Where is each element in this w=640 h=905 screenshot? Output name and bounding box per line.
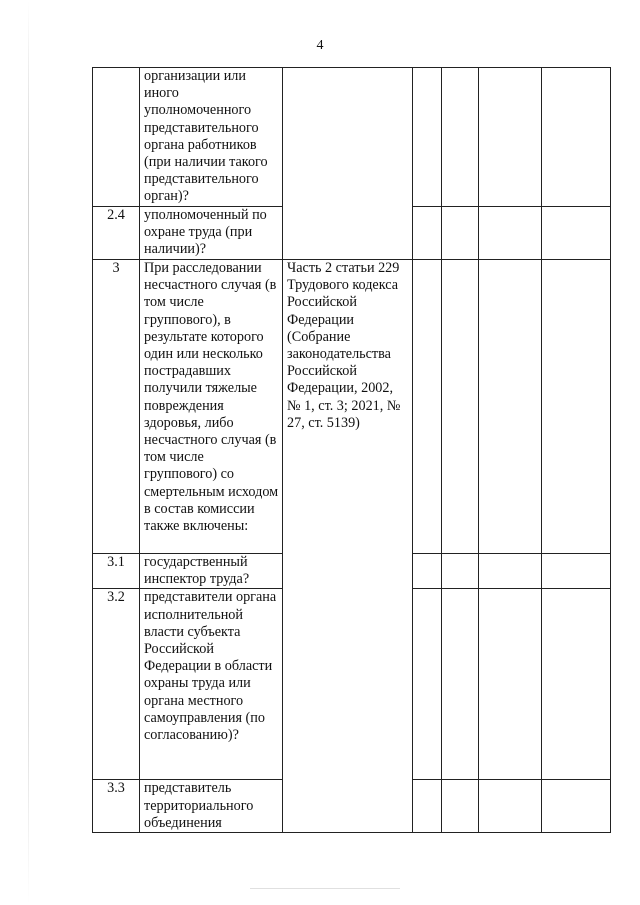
answer-na-cell: [542, 780, 611, 833]
row-number: 3.1: [93, 554, 140, 589]
answer-yes-cell: [413, 207, 442, 260]
answer-no-cell: [442, 589, 479, 780]
answer-no-cell: [442, 207, 479, 260]
answer-no-cell: [479, 780, 542, 833]
row-number: 3: [93, 260, 140, 554]
note-cell: [542, 68, 611, 207]
note-cell: [542, 207, 611, 260]
page-number: 4: [316, 38, 324, 53]
scan-edge-left: [28, 0, 29, 905]
note-cell: [542, 260, 611, 554]
answer-yes-cell: [413, 68, 442, 207]
answer-yes-cell: [413, 589, 442, 780]
question-cell: уполномоченный по охране труда (при наличии)?: [140, 207, 283, 260]
question-cell: представители органа исполнительной власти субъекта Российской Федерации в области охраны труда или органа местного самоуправления (по согласованию)?: [140, 589, 283, 780]
answer-yes-cell: [413, 260, 442, 554]
answer-na-cell: [479, 260, 542, 554]
question-cell: При расследовании несчастного случая (в том числе группового), в результате которого один или несколько пострадавших получили тяжелые повреждения здоровья, либо несчастного случая (в том числе группового) со смертельным исходом в состав комиссии также включены:: [140, 260, 283, 554]
answer-no-cell: [442, 68, 479, 207]
answer-na-cell: [479, 207, 542, 260]
answer-yes-cell: [442, 780, 479, 833]
legal-basis-cell: Часть 2 статьи 229 Трудового кодекса Российской Федерации (Собрание законодательства Российской Федерации, 2002, № 1, ст. 3; 2021, № 27, ст. 5139): [283, 260, 413, 833]
scan-edge-bottom: [250, 888, 400, 889]
answer-na-cell: [479, 554, 542, 589]
table-row: [93, 68, 611, 207]
row-number: 3.3: [93, 780, 140, 833]
answer-na-cell: [479, 589, 542, 780]
checklist-table: [92, 67, 611, 833]
table-row: [93, 260, 611, 554]
legal-basis-cell-empty: [413, 780, 442, 833]
answer-no-cell: [442, 260, 479, 554]
question-cell: организации или иного уполномоченного представительного органа работников (при наличии такого представительного орган)?: [140, 68, 283, 207]
question-cell: государственный инспектор труда?: [140, 554, 283, 589]
row-number: 2.4: [93, 207, 140, 260]
note-cell: [542, 589, 611, 780]
note-cell: [542, 554, 611, 589]
question-cell: представитель территориального объединения: [140, 780, 283, 833]
answer-na-cell: [479, 68, 542, 207]
row-number: [93, 68, 140, 207]
answer-no-cell: [442, 554, 479, 589]
legal-basis-cell-empty: [283, 68, 413, 260]
row-number: 3.2: [93, 589, 140, 780]
answer-yes-cell: [413, 554, 442, 589]
